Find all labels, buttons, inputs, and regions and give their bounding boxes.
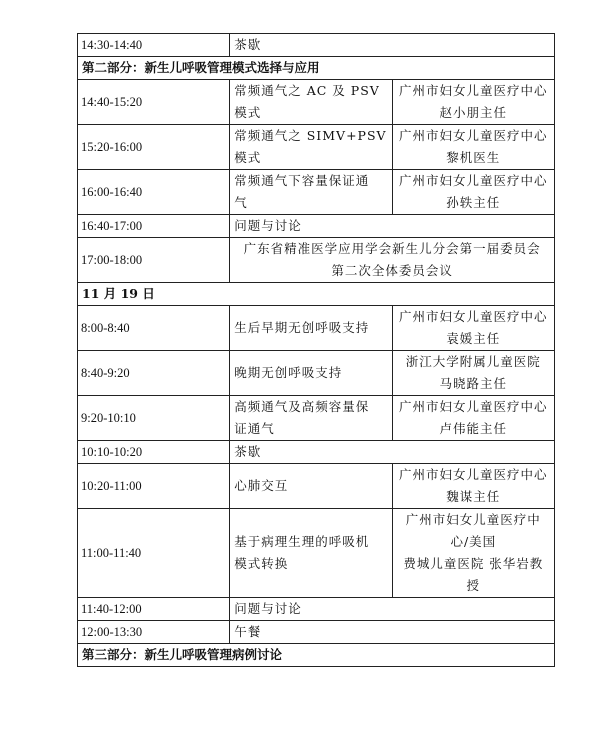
meeting-line: 广东省精准医学应用学会新生儿分会第一届委员会 [243,241,541,256]
speaker-line: 广州市妇女儿童医疗中心 [399,173,548,188]
speaker-line: 广州市妇女儿童医疗中心/美国 [405,512,541,549]
schedule-row [78,509,555,598]
topic-cell [230,125,392,170]
meeting-line: 第二次全体委员会议 [331,263,453,278]
time-cell: 10:10-10:20 [78,441,230,464]
time-cell: 11:00-11:40 [78,509,230,598]
topic-line: 模式转换 [234,556,289,571]
topic-line: 晚期无创呼吸支持 [234,365,343,380]
topic-line: 模式 [234,105,262,120]
topic-cell [230,351,392,396]
time-cell: 8:00-8:40 [78,306,230,351]
schedule-row [78,170,555,215]
time-cell: 12:00-13:30 [78,621,230,644]
speaker-line: 马晓路主任 [439,376,508,391]
time-cell: 16:00-16:40 [78,170,230,215]
topic-cell [230,170,392,215]
topic-line: 基于病理生理的呼吸机 [234,534,370,549]
topic-cell [230,80,392,125]
section-title: 第二部分：新生儿呼吸管理模式选择与应用 [78,57,555,80]
speaker-line: 赵小朋主任 [439,105,508,120]
topic-line: 气 [234,195,248,210]
speaker-line: 浙江大学附属儿童医院 [405,354,541,369]
topic-cell [230,441,555,464]
speaker-line: 费城儿童医院 张华岩教授 [403,556,544,593]
speaker-cell [392,170,554,215]
topic-cell [230,306,392,351]
speaker-cell [392,306,554,351]
schedule-row [78,80,555,125]
topic-line: 生后早期无创呼吸支持 [234,320,370,335]
topic-line: 模式 [234,150,262,165]
meeting-cell [230,238,555,283]
topic-cell [230,34,555,57]
schedule-row [78,125,555,170]
topic-line: 常频通气之 SIMV+PSV [234,128,387,143]
topic-line: 茶歇 [234,444,262,459]
topic-line: 常频通气下容量保证通 [234,173,370,188]
speaker-line: 广州市妇女儿童医疗中心 [399,467,548,482]
schedule-row [78,215,555,238]
time-cell: 8:40-9:20 [78,351,230,396]
schedule-row [78,238,555,283]
speaker-line: 广州市妇女儿童医疗中心 [399,309,548,324]
schedule-row [78,621,555,644]
topic-cell [230,215,555,238]
topic-line: 午餐 [234,624,262,639]
time-cell: 14:40-15:20 [78,80,230,125]
schedule-row [78,464,555,509]
schedule-row [78,306,555,351]
time-cell: 11:40-12:00 [78,598,230,621]
section-header-row [78,57,555,80]
time-cell: 14:30-14:40 [78,34,230,57]
topic-cell [230,509,392,598]
time-cell: 9:20-10:10 [78,396,230,441]
schedule-table [77,33,555,667]
speaker-line: 广州市妇女儿童医疗中心 [399,128,548,143]
speaker-line: 黎机医生 [446,150,501,165]
topic-cell [230,396,392,441]
topic-line: 高频通气及高频容量保 [234,399,370,414]
speaker-cell [392,464,554,509]
section-title: 11 月 19 日 [78,283,555,306]
speaker-line: 广州市妇女儿童医疗中心 [399,399,548,414]
speaker-line: 魏谋主任 [446,489,501,504]
speaker-cell [392,80,554,125]
speaker-cell [392,509,554,598]
speaker-cell [392,396,554,441]
topic-line: 常频通气之 AC 及 PSV [234,83,380,98]
topic-cell [230,621,555,644]
time-cell: 16:40-17:00 [78,215,230,238]
time-cell: 10:20-11:00 [78,464,230,509]
topic-line: 证通气 [234,421,275,436]
speaker-cell [392,351,554,396]
section-title: 第三部分：新生儿呼吸管理病例讨论 [78,644,555,667]
topic-cell [230,464,392,509]
schedule-row [78,598,555,621]
topic-line: 问题与讨论 [234,218,302,233]
speaker-line: 孙轶主任 [446,195,501,210]
schedule-row [78,441,555,464]
schedule-row [78,34,555,57]
time-cell: 15:20-16:00 [78,125,230,170]
speaker-cell [392,125,554,170]
schedule-row [78,396,555,441]
section-header-row [78,283,555,306]
speaker-line: 卢伟能主任 [439,421,508,436]
topic-line: 心肺交互 [234,478,289,493]
speaker-line: 广州市妇女儿童医疗中心 [399,83,548,98]
schedule-row [78,351,555,396]
time-cell: 17:00-18:00 [78,238,230,283]
topic-line: 问题与讨论 [234,601,302,616]
section-header-row [78,644,555,667]
topic-line: 茶歇 [234,37,262,52]
speaker-line: 袁媛主任 [446,331,501,346]
topic-cell [230,598,555,621]
